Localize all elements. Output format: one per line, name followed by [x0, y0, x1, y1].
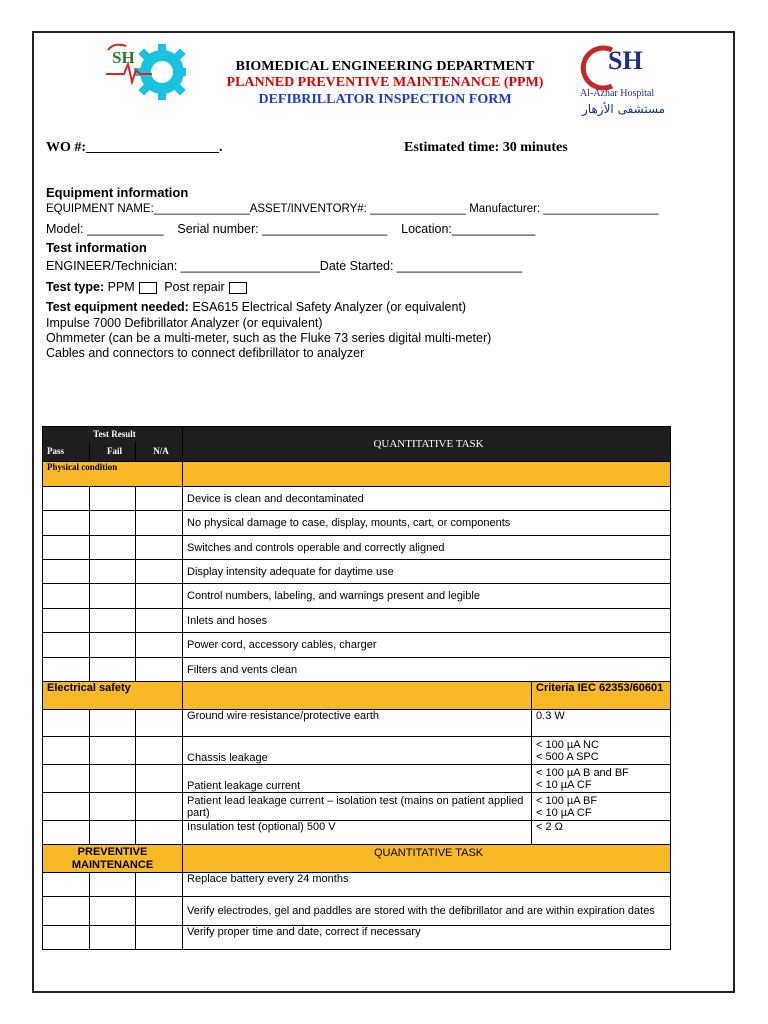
na-cell[interactable] — [136, 511, 183, 536]
na-cell[interactable] — [136, 737, 183, 765]
criteria-cell: < 100 µA B and BF < 10 µA CF — [532, 765, 671, 793]
fail-cell[interactable] — [90, 710, 136, 737]
pass-cell[interactable] — [43, 487, 90, 511]
table-row — [43, 873, 671, 897]
inspection-table — [42, 426, 671, 950]
fail-cell[interactable] — [90, 873, 136, 897]
table-row — [43, 609, 671, 633]
na-header: N/A — [136, 442, 183, 462]
table-row — [43, 633, 671, 658]
ppm-title: PLANNED PREVENTIVE MAINTENANCE (PPM) — [226, 75, 544, 90]
table-row — [43, 821, 671, 845]
electrical-safety-blank — [183, 682, 532, 710]
na-cell[interactable] — [136, 487, 183, 511]
na-cell[interactable] — [136, 658, 183, 682]
task-cell: Patient lead leakage current – isolation test (mains on patient applied part) — [183, 793, 532, 821]
pass-cell[interactable] — [43, 511, 90, 536]
pass-cell[interactable] — [43, 560, 90, 584]
fail-cell[interactable] — [90, 560, 136, 584]
criteria-header: Criteria IEC 62353/60601 — [532, 682, 671, 710]
equipment-line-2[interactable]: Model: ___________ Serial number: __________________ Location:____________ — [46, 222, 536, 236]
na-cell[interactable] — [136, 926, 183, 950]
task-cell: Power cord, accessory cables, charger — [183, 633, 671, 658]
fail-cell[interactable] — [90, 511, 136, 536]
pass-cell[interactable] — [43, 821, 90, 845]
pass-cell[interactable] — [43, 584, 90, 609]
task-cell: Switches and controls operable and correctly aligned — [183, 536, 671, 560]
test-type-post: Post repair — [164, 280, 225, 294]
table-row — [43, 737, 671, 765]
test-type-ppm: PPM — [107, 280, 135, 294]
task-cell: Filters and vents clean — [183, 658, 671, 682]
na-cell[interactable] — [136, 897, 183, 926]
table-row — [43, 658, 671, 682]
task-cell: Control numbers, labeling, and warnings present and legible — [183, 584, 671, 609]
quantitative-task-header: QUANTITATIVE TASK — [183, 427, 671, 462]
left-logo-text: SH — [112, 48, 135, 67]
fail-cell[interactable] — [90, 897, 136, 926]
task-cell: Replace battery every 24 months — [183, 873, 671, 897]
na-cell[interactable] — [136, 821, 183, 845]
task-cell: Ground wire resistance/protective earth — [183, 710, 532, 737]
pass-cell[interactable] — [43, 765, 90, 793]
pass-cell[interactable] — [43, 873, 90, 897]
pass-cell[interactable] — [43, 926, 90, 950]
right-logo-arabic: مستشفى الأزهار — [582, 102, 666, 116]
fail-cell[interactable] — [90, 793, 136, 821]
fail-cell[interactable] — [90, 765, 136, 793]
fail-cell[interactable] — [90, 584, 136, 609]
test-equipment-4: Cables and connectors to connect defibrillator to analyzer — [46, 346, 365, 360]
na-cell[interactable] — [136, 560, 183, 584]
ppm-checkbox[interactable] — [139, 282, 157, 294]
task-cell: Chassis leakage — [183, 737, 532, 765]
pass-cell[interactable] — [43, 710, 90, 737]
pass-cell[interactable] — [43, 536, 90, 560]
test-equipment-line-1 — [46, 300, 466, 314]
test-info-line[interactable]: ENGINEER/Technician: ____________________Date Started: __________________ — [46, 259, 523, 273]
equipment-heading: Equipment information — [46, 185, 189, 200]
test-equipment-2: Impulse 7000 Defibrillator Analyzer (or equivalent) — [46, 316, 323, 330]
task-cell: Verify proper time and date, correct if necessary — [183, 926, 671, 950]
preventive-maintenance-header: PREVENTIVE MAINTENANCE — [43, 845, 183, 873]
fail-cell[interactable] — [90, 609, 136, 633]
criteria-cell: < 2 Ω — [532, 821, 671, 845]
task-cell: Patient leakage current — [183, 765, 532, 793]
fail-header: Fail — [90, 442, 136, 462]
pass-header: Pass — [43, 442, 90, 462]
test-info-heading: Test information — [46, 240, 147, 255]
estimated-time: Estimated time: 30 minutes — [404, 140, 568, 155]
right-logo-text: SH — [608, 46, 643, 75]
task-cell: Inlets and hoses — [183, 609, 671, 633]
fail-cell[interactable] — [90, 633, 136, 658]
fail-cell[interactable] — [90, 821, 136, 845]
table-row — [43, 560, 671, 584]
na-cell[interactable] — [136, 633, 183, 658]
test-type-label: Test type: — [46, 280, 105, 294]
fail-cell[interactable] — [90, 658, 136, 682]
test-result-header: Test Result — [43, 427, 183, 442]
wo-number-field[interactable]: WO #:___________________. — [46, 140, 223, 155]
pass-cell[interactable] — [43, 737, 90, 765]
electrical-safety-header: Electrical safety — [43, 682, 183, 710]
criteria-cell: < 100 µA BF < 10 µA CF — [532, 793, 671, 821]
na-cell[interactable] — [136, 710, 183, 737]
pass-cell[interactable] — [43, 609, 90, 633]
test-equipment-3: Ohmmeter (can be a multi-meter, such as the Fluke 73 series digital multi-meter) — [46, 331, 492, 345]
post-repair-checkbox[interactable] — [229, 282, 247, 294]
na-cell[interactable] — [136, 536, 183, 560]
pass-cell[interactable] — [43, 633, 90, 658]
table-row — [43, 897, 671, 926]
task-cell: Insulation test (optional) 500 V — [183, 821, 532, 845]
fail-cell[interactable] — [90, 926, 136, 950]
physical-condition-blank — [183, 462, 671, 487]
table-row — [43, 793, 671, 821]
na-cell[interactable] — [136, 873, 183, 897]
fail-cell[interactable] — [90, 737, 136, 765]
task-cell: Device is clean and decontaminated — [183, 487, 671, 511]
table-row — [43, 765, 671, 793]
physical-condition-header: Physical condition — [43, 462, 183, 487]
right-logo-caption: Al-Azhar Hospital — [580, 88, 655, 99]
na-cell[interactable] — [136, 584, 183, 609]
table-row — [43, 536, 671, 560]
al-azhar-logo — [574, 40, 666, 126]
table-row — [43, 487, 671, 511]
na-cell[interactable] — [136, 765, 183, 793]
pm-quantitative-task-header: QUANTITATIVE TASK — [183, 845, 671, 873]
pass-cell[interactable] — [43, 793, 90, 821]
task-cell: Verify electrodes, gel and paddles are stored with the defibrillator and are within expiration dates — [183, 897, 671, 926]
criteria-cell: 0.3 W — [532, 710, 671, 737]
pass-cell[interactable] — [43, 658, 90, 682]
table-row — [43, 710, 671, 737]
test-equipment-label: Test equipment needed: — [46, 300, 189, 314]
equipment-line-1[interactable]: EQUIPMENT NAME:_______________ASSET/INVENTORY#: _______________ Manufacturer: __________________ — [46, 203, 659, 215]
na-cell[interactable] — [136, 609, 183, 633]
na-cell[interactable] — [136, 793, 183, 821]
criteria-cell: < 100 µA NC < 500 A SPC — [532, 737, 671, 765]
pass-cell[interactable] — [43, 897, 90, 926]
test-type-row — [46, 280, 247, 294]
task-cell: Display intensity adequate for daytime use — [183, 560, 671, 584]
task-cell: No physical damage to case, display, mounts, cart, or components — [183, 511, 671, 536]
form-title: DEFIBRILLATOR INSPECTION FORM — [258, 92, 512, 107]
table-row — [43, 926, 671, 950]
table-row — [43, 584, 671, 609]
fail-cell[interactable] — [90, 536, 136, 560]
test-equipment-1: ESA615 Electrical Safety Analyzer (or equivalent) — [192, 300, 467, 314]
department-title: BIOMEDICAL ENGINEERING DEPARTMENT — [235, 59, 535, 74]
fail-cell[interactable] — [90, 487, 136, 511]
table-row — [43, 511, 671, 536]
